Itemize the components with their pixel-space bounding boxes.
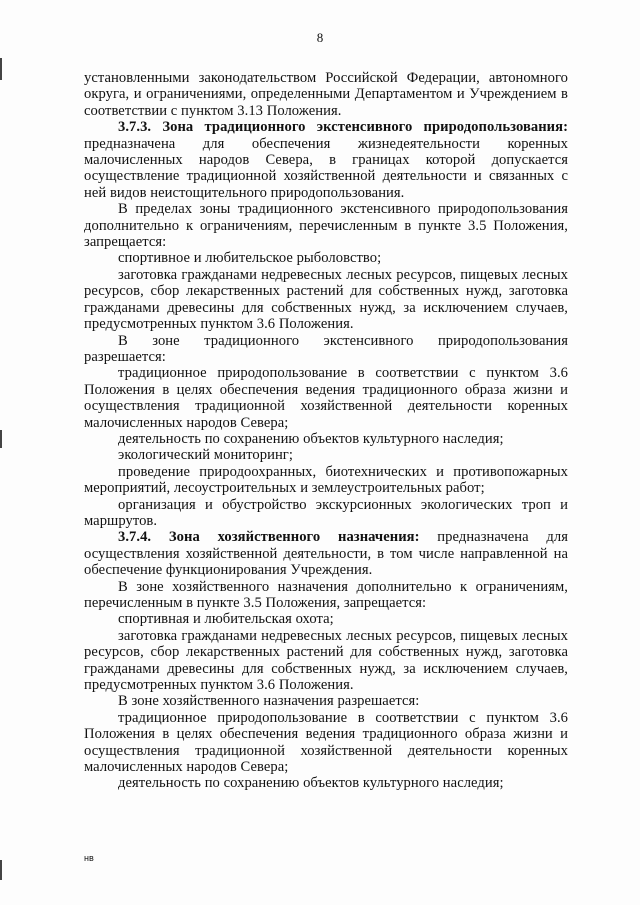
paragraph-text: спортивное и любительское рыболовство; [118,250,382,267]
paragraph-text: В зоне хозяйственного назначения разрешается: [118,693,420,710]
paragraph-text: В зоне традиционного экстенсивного природопользования разрешается: [84,332,568,365]
list-item [84,710,568,776]
paragraph-text: экологический мониторинг; [118,447,293,464]
scan-edge-mark [0,430,2,448]
list-item [84,365,568,431]
list-item [84,267,568,333]
document-body [84,70,568,792]
list-item [84,431,568,447]
paragraph-text: традиционное природопользование в соответствии с пунктом 3.6 Положения в целях обеспечения ведения традиционного образа жизни и осуществления традиционной хозяйственной деятельности коренных малочисленных народов Севера; [84,365,568,431]
section-3-7-4-paragraph [84,529,568,578]
list-item [84,628,568,694]
paragraph-text: В пределах зоны традиционного экстенсивного природопользования дополнительно к ограничениям, перечисленным в пункте 3.5 Положения, запрещается: [84,201,568,251]
paragraph-text: традиционное природопользование в соответствии с пунктом 3.6 Положения в целях обеспечения ведения традиционного образа жизни и осуществления традиционной хозяйственной деятельности коренных малочисленных народов Севера; [84,709,568,776]
list-item [84,447,568,463]
paragraph-text: заготовка гражданами недревесных лесных ресурсов, пищевых лесных ресурсов, сбор лекарственных растений для собственных нужд, заготовка гражданами древесины для собственных нужд, за исключением случаев, предусмотренных пунктом 3.6 Положения. [84,266,568,333]
paragraph-text: заготовка гражданами недревесных лесных ресурсов, пищевых лесных ресурсов, сбор лекарственных растений для собственных нужд, заготовка гражданами древесины для собственных нужд, за исключением случаев, предусмотренных пунктом 3.6 Положения. [84,627,568,694]
paragraph-text: В зоне хозяйственного назначения дополнительно к ограничениям, перечисленным в пункте 3.5 Положения, запрещается: [84,578,568,611]
paragraph [84,333,568,366]
paragraph-text: предназначена для осуществления хозяйственной деятельности, в том числе направленной на обеспечение функционирования Учреждения. [84,529,568,579]
list-item [84,250,568,266]
paragraph-text: деятельность по сохранению объектов культурного наследия; [118,775,504,792]
paragraph-text: установленными законодательством Российской Федерации, автономного округа, и ограничениями, определенными Департаментом и Учреждением в соответствии с пунктом 3.13 Положения. [84,70,568,119]
paragraph [84,693,568,709]
paragraph [84,201,568,250]
paragraph-text: спортивная и любительская охота; [118,611,334,628]
paragraph-text: проведение природоохранных, биотехнических и противопожарных мероприятий, лесоустроительных и землеустроительных работ; [84,463,568,497]
paragraph-continuation [84,70,568,119]
section-heading: 3.7.3. Зона традиционного экстенсивного природопользования: [118,119,568,136]
paragraph [84,579,568,612]
paragraph-text: деятельность по сохранению объектов культурного наследия; [118,430,504,447]
page-number: 8 [316,30,324,45]
list-item [84,464,568,497]
section-heading: 3.7.4. Зона хозяйственного назначения: [118,529,420,546]
scan-edge-mark [0,860,2,880]
list-item [84,775,568,791]
footer-mark: нв [84,853,94,863]
list-item [84,611,568,627]
section-3-7-3-paragraph [84,119,568,201]
scan-edge-mark [0,58,2,80]
list-item [84,497,568,530]
paragraph-text: предназначена для обеспечения жизнедеятельности коренных малочисленных народов Севера, в границах которой допускается осуществление традиционной хозяйственной деятельности и связанных с ней видов неистощительного природопользования. [84,135,568,201]
paragraph-text: организация и обустройство экскурсионных экологических троп и маршрутов. [84,496,568,529]
